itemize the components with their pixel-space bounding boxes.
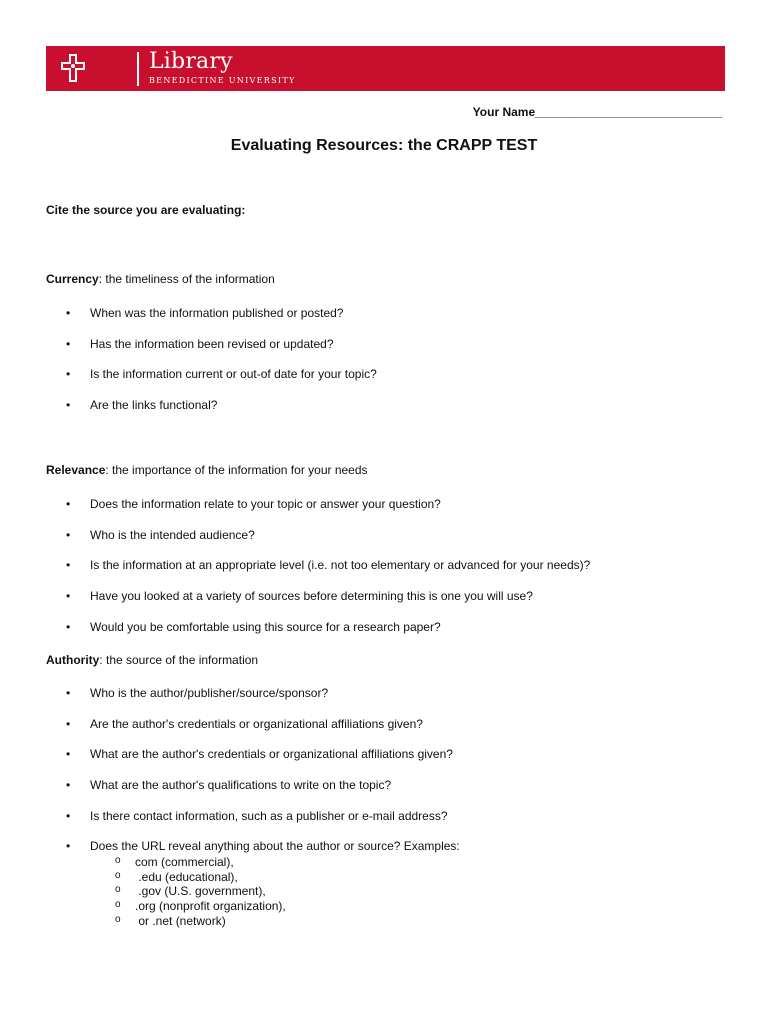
list-item-text: Does the information relate to your topic or answer your question? xyxy=(90,497,441,511)
list-item-text: Does the URL reveal anything about the author or source? Examples: xyxy=(90,839,460,853)
bullet-icon: • xyxy=(66,398,71,412)
relevance-desc: : the importance of the information for your needs xyxy=(105,463,368,477)
list-item-text: Are the author's credentials or organizational affiliations given? xyxy=(90,717,423,731)
sub-list-item-text: .gov (U.S. government), xyxy=(135,884,266,898)
page-title: Evaluating Resources: the CRAPP TEST xyxy=(230,137,538,154)
bullet-icon: • xyxy=(66,717,71,731)
authority-label: Authority xyxy=(46,653,100,667)
sub-list-item-text: .org (nonprofit organization), xyxy=(135,899,286,913)
bullet-icon: • xyxy=(66,747,71,761)
list-item-text: Is the information at an appropriate level (i.e. not too elementary or advanced for your needs)? xyxy=(90,558,591,572)
library-banner xyxy=(46,46,725,91)
authority-desc: : the source of the information xyxy=(99,653,259,667)
list-item-text: Is there contact information, such as a publisher or e-mail address? xyxy=(90,809,448,823)
sub-bullet-icon: o xyxy=(115,855,121,866)
bullet-icon: • xyxy=(66,528,71,542)
list-item-text: Are the links functional? xyxy=(90,398,218,412)
bullet-icon: • xyxy=(66,809,71,823)
list-item-text: Have you looked at a variety of sources before determining this is one you will use? xyxy=(90,589,533,603)
sub-list-item-text: .edu (educational), xyxy=(135,870,238,884)
bullet-icon: • xyxy=(66,367,71,381)
bullet-icon: • xyxy=(66,620,71,634)
sub-bullet-icon: o xyxy=(115,884,121,895)
library-wordmark: Library xyxy=(149,49,233,74)
bullet-icon: • xyxy=(66,589,71,603)
list-item-text: What are the author's qualifications to write on the topic? xyxy=(90,778,392,792)
currency-heading xyxy=(46,272,275,286)
list-item-text: What are the author's credentials or organizational affiliations given? xyxy=(90,747,453,761)
cross-emblem-icon xyxy=(58,53,88,83)
bullet-icon: • xyxy=(66,686,71,700)
cite-source-prompt: Cite the source you are evaluating: xyxy=(46,203,246,217)
sub-bullet-icon: o xyxy=(115,899,121,910)
sub-bullet-icon: o xyxy=(115,914,121,925)
list-item-text: Is the information current or out-of date for your topic? xyxy=(90,367,377,381)
university-name: BENEDICTINE UNIVERSITY xyxy=(149,76,296,85)
currency-label: Currency xyxy=(46,272,99,286)
your-name-field: Your Name____________________________ xyxy=(472,105,722,119)
bullet-icon: • xyxy=(66,839,71,853)
list-item-text: Who is the intended audience? xyxy=(90,528,255,542)
logo-divider xyxy=(137,52,139,86)
sub-list-item-text: or .net (network) xyxy=(135,914,226,928)
list-item-text: Has the information been revised or updated? xyxy=(90,337,334,351)
bullet-icon: • xyxy=(66,337,71,351)
authority-heading xyxy=(46,653,258,667)
bullet-icon: • xyxy=(66,778,71,792)
bullet-icon: • xyxy=(66,306,71,320)
relevance-heading xyxy=(46,463,368,477)
list-item-text: Would you be comfortable using this source for a research paper? xyxy=(90,620,441,634)
bullet-icon: • xyxy=(66,497,71,511)
list-item-text: Who is the author/publisher/source/sponsor? xyxy=(90,686,329,700)
sub-list-item-text: com (commercial), xyxy=(135,855,234,869)
relevance-label: Relevance xyxy=(46,463,106,477)
bullet-icon: • xyxy=(66,558,71,572)
sub-bullet-icon: o xyxy=(115,870,121,881)
currency-desc: : the timeliness of the information xyxy=(98,272,275,286)
list-item-text: When was the information published or posted? xyxy=(90,306,344,320)
